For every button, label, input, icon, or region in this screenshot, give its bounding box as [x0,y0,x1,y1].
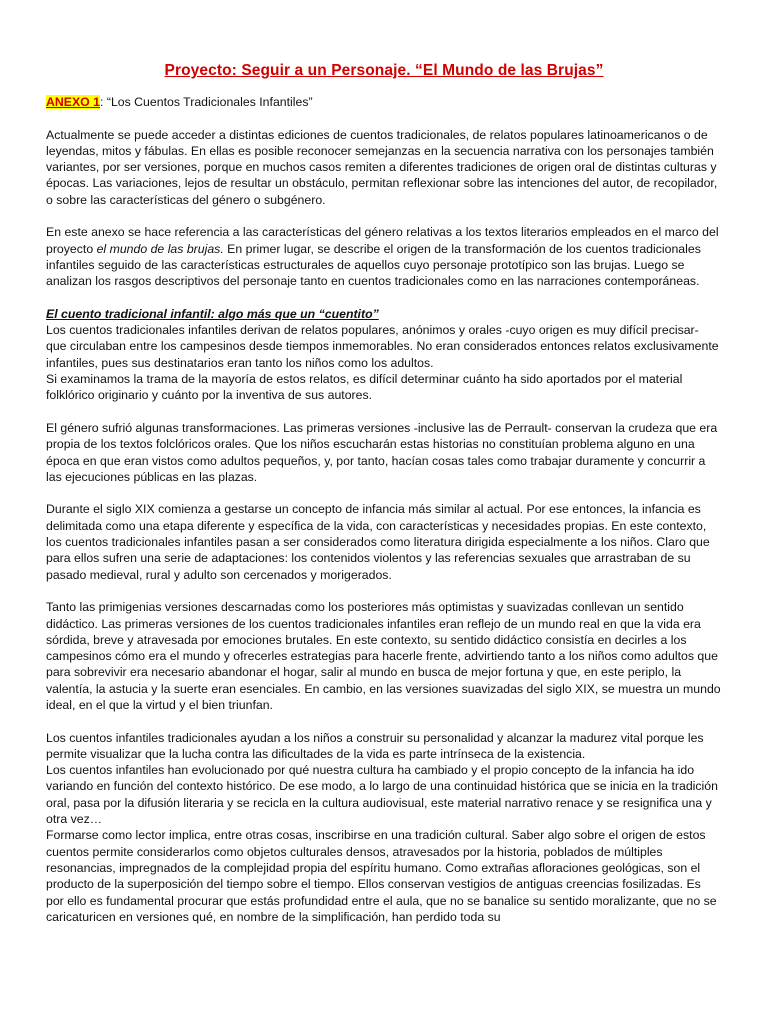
genre-paragraph: El género sufrió algunas transformaciones. Las primeras versiones -inclusive las de Perrault- conservan la crudeza que era propia de los textos folclóricos orales. Que los niños escucharán estas historias no constituían problema alguno en una época en que eran vistos como adultos pequeños, y, por tanto, hacían cosas tales como trabajar duramente y concurrir a las ejecuciones públicas en las plazas. [46,420,718,484]
intro-p2-text-start: En este anexo se hace referencia a las características del género relativas a los textos literarios empleados en el marco del proyecto [46,225,719,256]
closing-paragraph-3: Formarse como lector implica, entre otras cosas, inscribirse en una tradición cultural. Saber algo sobre el origen de estos cuentos permite considerarlos como objetos culturales densos, atravesados por la historia, poblados de múltiples resonancias, impregnados de la complejidad propia del espíritu humano. Como extrañas afloraciones geológicas, son el producto de la superposición del tiempo sobre el tiempo. Ellos conservan vestigios de antiguas creencias fosilizadas. Es por ello es fundamental procurar que estás profundidad entre el aula, que no se banalice su sentido moralizante, que no se caricaturicen en versiones qué, en nombre de la simplificación, han perdido toda su [46,828,717,924]
closing-paragraph-2: Los cuentos infantiles han evolucionado por qué nuestra cultura ha cambiado y el propio concepto de la infancia ha ido variando en función del contexto histórico. De ese modo, a lo largo de una continuidad histórica que se inicia en la tradición oral, pasa por la difusión literaria y se recicla en la cultura audiovisual, este material narrativo renace y se resignifica una y otra vez… [46,763,718,827]
closing-paragraph-1: Los cuentos infantiles tradicionales ayudan a los niños a construir su personalidad y alcanzar la madurez vital porque les permite visualizar que la lucha contra las dificultades de la vida es parte intrínseca de la existencia. [46,730,704,761]
versions-paragraph: Tanto las primigenias versiones descarnadas como los posteriores más optimistas y suavizadas conllevan un sentido didáctico. Las primeras versiones de los cuentos tradicionales infantiles eran reflejo de un mundo real en que la vida era sórdida, breve y atravesada por emociones brutales. En este contexto, su sentido didáctico consistía en decirles a los campesinos cómo era el mundo y ofrecerles estrategias para hacerle frente, advirtiendo tanto a los niños como adultos que para sobrevivir era necesario abandonar el hogar, salir al mundo en busca de mejor fortuna y que, en este periplo, la valentía, la astucia y la suerte eran esenciales. En cambio, en las versiones suavizadas del siglo XIX, se muestra un mundo ideal, en el que la virtud y el bien triunfan. [46,600,721,712]
annex-separator: : [100,95,107,109]
annex-heading [46,94,722,110]
annex-title: “Los Cuentos Tradicionales Infantiles” [106,95,313,109]
section-heading: El cuento tradicional infantil: algo más que un “cuentito” [46,306,379,321]
annex-label: ANEXO 1 [46,95,100,109]
section-paragraph-1: Los cuentos tradicionales infantiles derivan de relatos populares, anónimos y orales -cuyo origen es muy difícil precisar- que circulaban entre los campesinos desde tiempos inmemorables. No eran considerados entonces relatos exclusivamente infantiles, pues sus destinatarios eran tanto los niños como los adultos. [46,323,719,370]
document-title: Proyecto: Seguir a un Personaje. “El Mundo de las Brujas” [164,62,604,79]
intro-paragraph-1: Actualmente se puede acceder a distintas ediciones de cuentos tradicionales, de relatos populares latinoamericanos o de leyendas, mitos y fábulas. En ellas es posible reconocer semejanzas en la secuencia narrativa con los personajes también variantes, por ser versiones, porque en muchos casos remiten a diferentes tradiciones de origen oral de distintas culturas y épocas. Las variaciones, lejos de resultar un obstáculo, permitan reflexionar sobre las intenciones del autor, de recopilador, o sobre las características del género o subgénero. [46,127,718,207]
project-name-italic: el mundo de las brujas. [96,241,224,256]
nineteenth-century-paragraph: Durante el siglo XIX comienza a gestarse un concepto de infancia más similar al actual. Por ese entonces, la infancia es delimitada como una etapa diferente y específica de la vida, con características y necesidades propias. En este contexto, los cuentos tradicionales infantiles pasan a ser considerados como literatura dirigida especialmente a los niños. Claro que para ellos sufren una serie de adaptaciones: los contenidos violentos y las referencias sexuales que arrastraban de su pasado medieval, rural y adulto son cercenados y morigerados. [46,502,710,582]
intro-p2-text-end: En primer lugar, se describe el origen de la transformación de los cuentos tradicionales infantiles seguido de las características estructurales de aquellos cuyo personaje prototípico son las brujas. Luego se analizan los rasgos descriptivos del personaje tanto en cuentos tradicionales como en las narraciones contemporáneas. [46,241,701,289]
section-paragraph-2: Si examinamos la trama de la mayoría de estos relatos, es difícil determinar cuánto ha sido aportados por el material folklórico originario y cuánto por la inventiva de sus autores. [46,372,683,403]
intro-paragraph-2 [46,224,722,289]
